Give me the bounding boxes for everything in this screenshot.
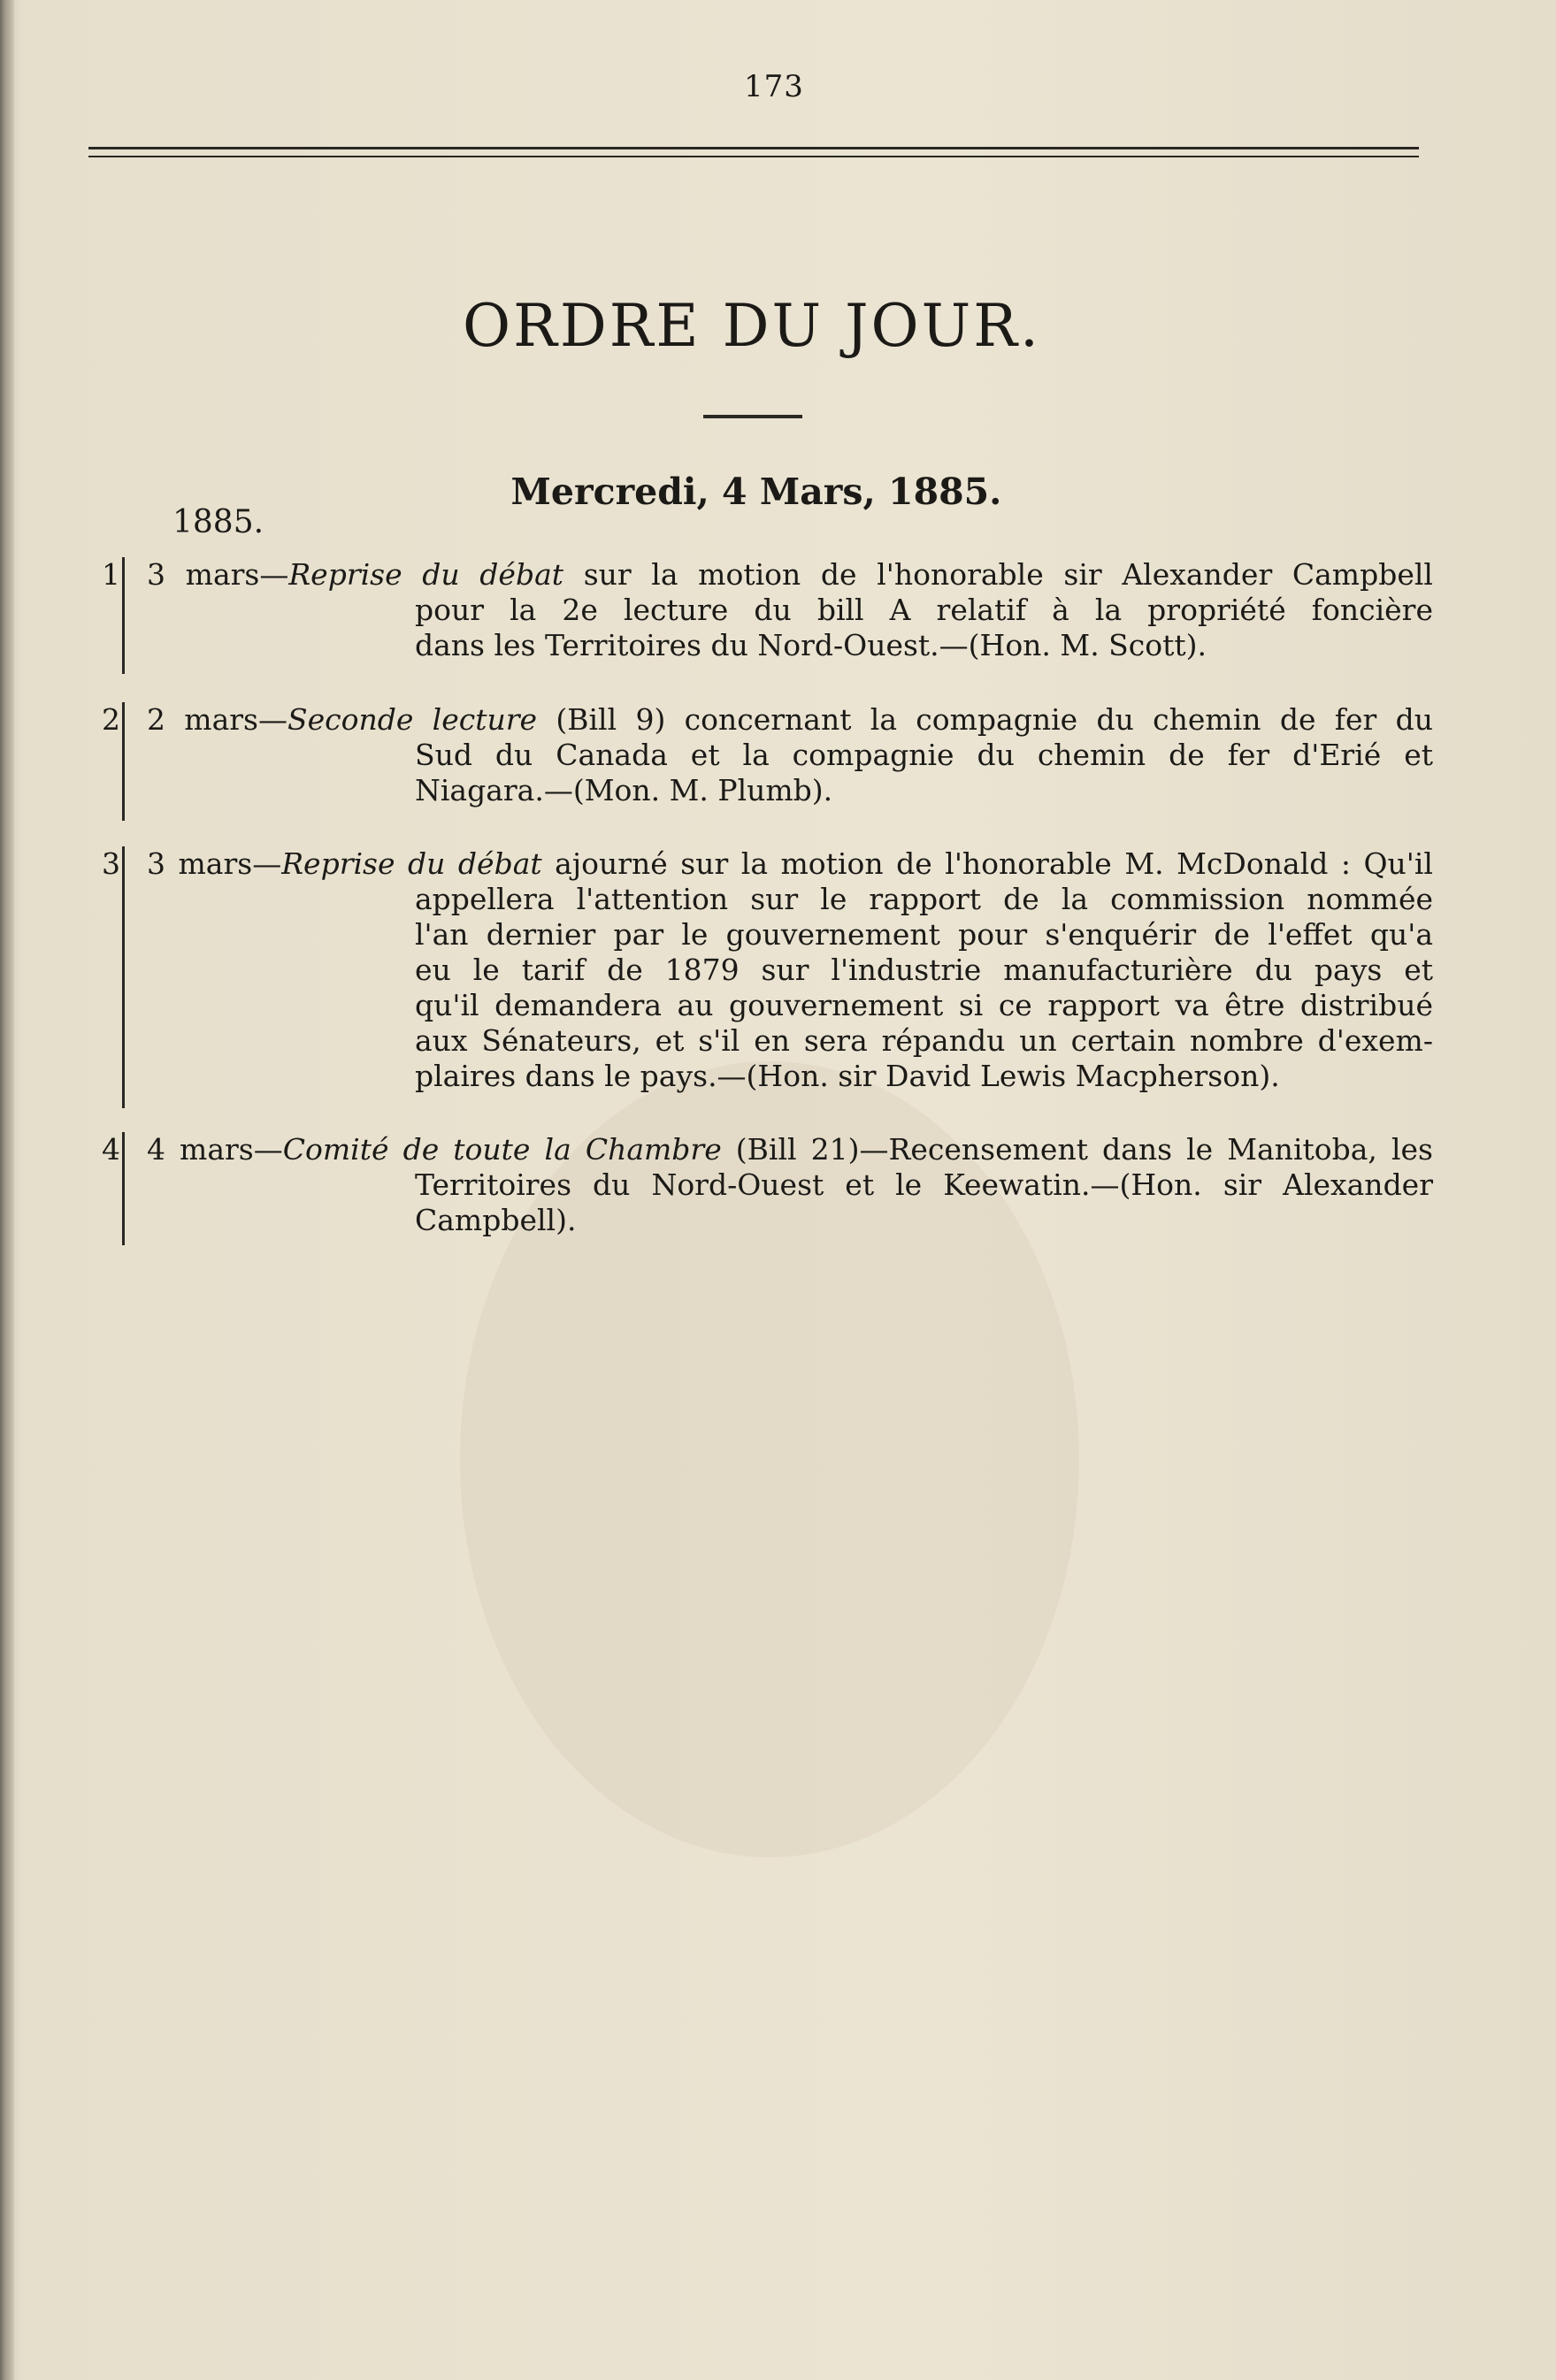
entry-bar xyxy=(122,557,125,674)
entry-number: 1 xyxy=(102,557,120,592)
entry-text: (Bill 21)—Recensement dans le Manitoba, les xyxy=(735,1132,1433,1167)
entry-action: Reprise du débat xyxy=(281,846,542,881)
header-rule-bottom xyxy=(88,156,1419,157)
entry-bar xyxy=(122,846,125,1108)
entry-line: appellera l'attention sur le rapport de la commission nommée xyxy=(415,882,1433,916)
entry-first-line xyxy=(147,1132,1433,1167)
entry-first-line xyxy=(147,846,1433,882)
entry-date: 4 mars— xyxy=(147,1132,283,1167)
entry-line: dans les Territoires du Nord-Ouest.—(Hon. M. Scott). xyxy=(415,628,1207,662)
entry-first-line xyxy=(147,557,1433,593)
title-rule xyxy=(703,415,802,418)
entry-line: Sud du Canada et la compagnie du chemin de fer d'Erié et xyxy=(415,738,1433,772)
entry-line: Campbell). xyxy=(415,1203,577,1237)
entry-line: pour la 2e lecture du bill A relatif à la propriété foncière xyxy=(415,593,1433,627)
date-heading: Mercredi, 4 Mars, 1885. xyxy=(510,471,1002,513)
entry-action: Comité de toute la Chambre xyxy=(282,1132,722,1167)
entry-text: (Bill 9) concernant la compagnie du chemin de fer du xyxy=(556,702,1433,737)
header-rule-top xyxy=(88,147,1419,149)
entry-date: 2 mars— xyxy=(147,702,287,737)
entry-line: plaires dans le pays.—(Hon. sir David Lewis Macpherson). xyxy=(415,1059,1280,1093)
year-label: 1885. xyxy=(172,504,264,540)
entry-text: ajourné sur la motion de l'honorable M. McDonald : Qu'il xyxy=(555,846,1433,881)
entry-line: l'an dernier par le gouvernement pour s'enquérir de l'effet qu'a xyxy=(415,917,1433,952)
entry-date: 3 mars— xyxy=(147,846,282,881)
entry-line: aux Sénateurs, et s'il en sera répandu un certain nombre d'exem- xyxy=(415,1023,1433,1058)
entry-line: qu'il demandera au gouvernement si ce rapport va être distribué xyxy=(415,988,1433,1022)
entry-first-line xyxy=(147,702,1433,738)
entry-action: Seconde lecture xyxy=(287,702,538,737)
entry-date: 3 mars— xyxy=(147,557,289,592)
entry-line: Niagara.—(Mon. M. Plumb). xyxy=(415,773,833,807)
entry-line: Territoires du Nord-Ouest et le Keewatin.—(Hon. sir Alexander xyxy=(415,1167,1433,1202)
entry-bar xyxy=(122,702,125,821)
page-number: 173 xyxy=(744,69,804,104)
entry-text: sur la motion de l'honorable sir Alexander Campbell xyxy=(583,557,1433,592)
entry-number: 3 xyxy=(102,846,120,881)
entry-action: Reprise du débat xyxy=(288,557,564,592)
entry-number: 2 xyxy=(102,702,120,737)
entry-line: eu le tarif de 1879 sur l'industrie manufacturière du pays et xyxy=(415,953,1433,987)
page-title: ORDRE DU JOUR. xyxy=(463,292,1041,360)
entry-number: 4 xyxy=(102,1132,120,1167)
entry-bar xyxy=(122,1132,125,1245)
binding-edge xyxy=(0,0,14,2380)
